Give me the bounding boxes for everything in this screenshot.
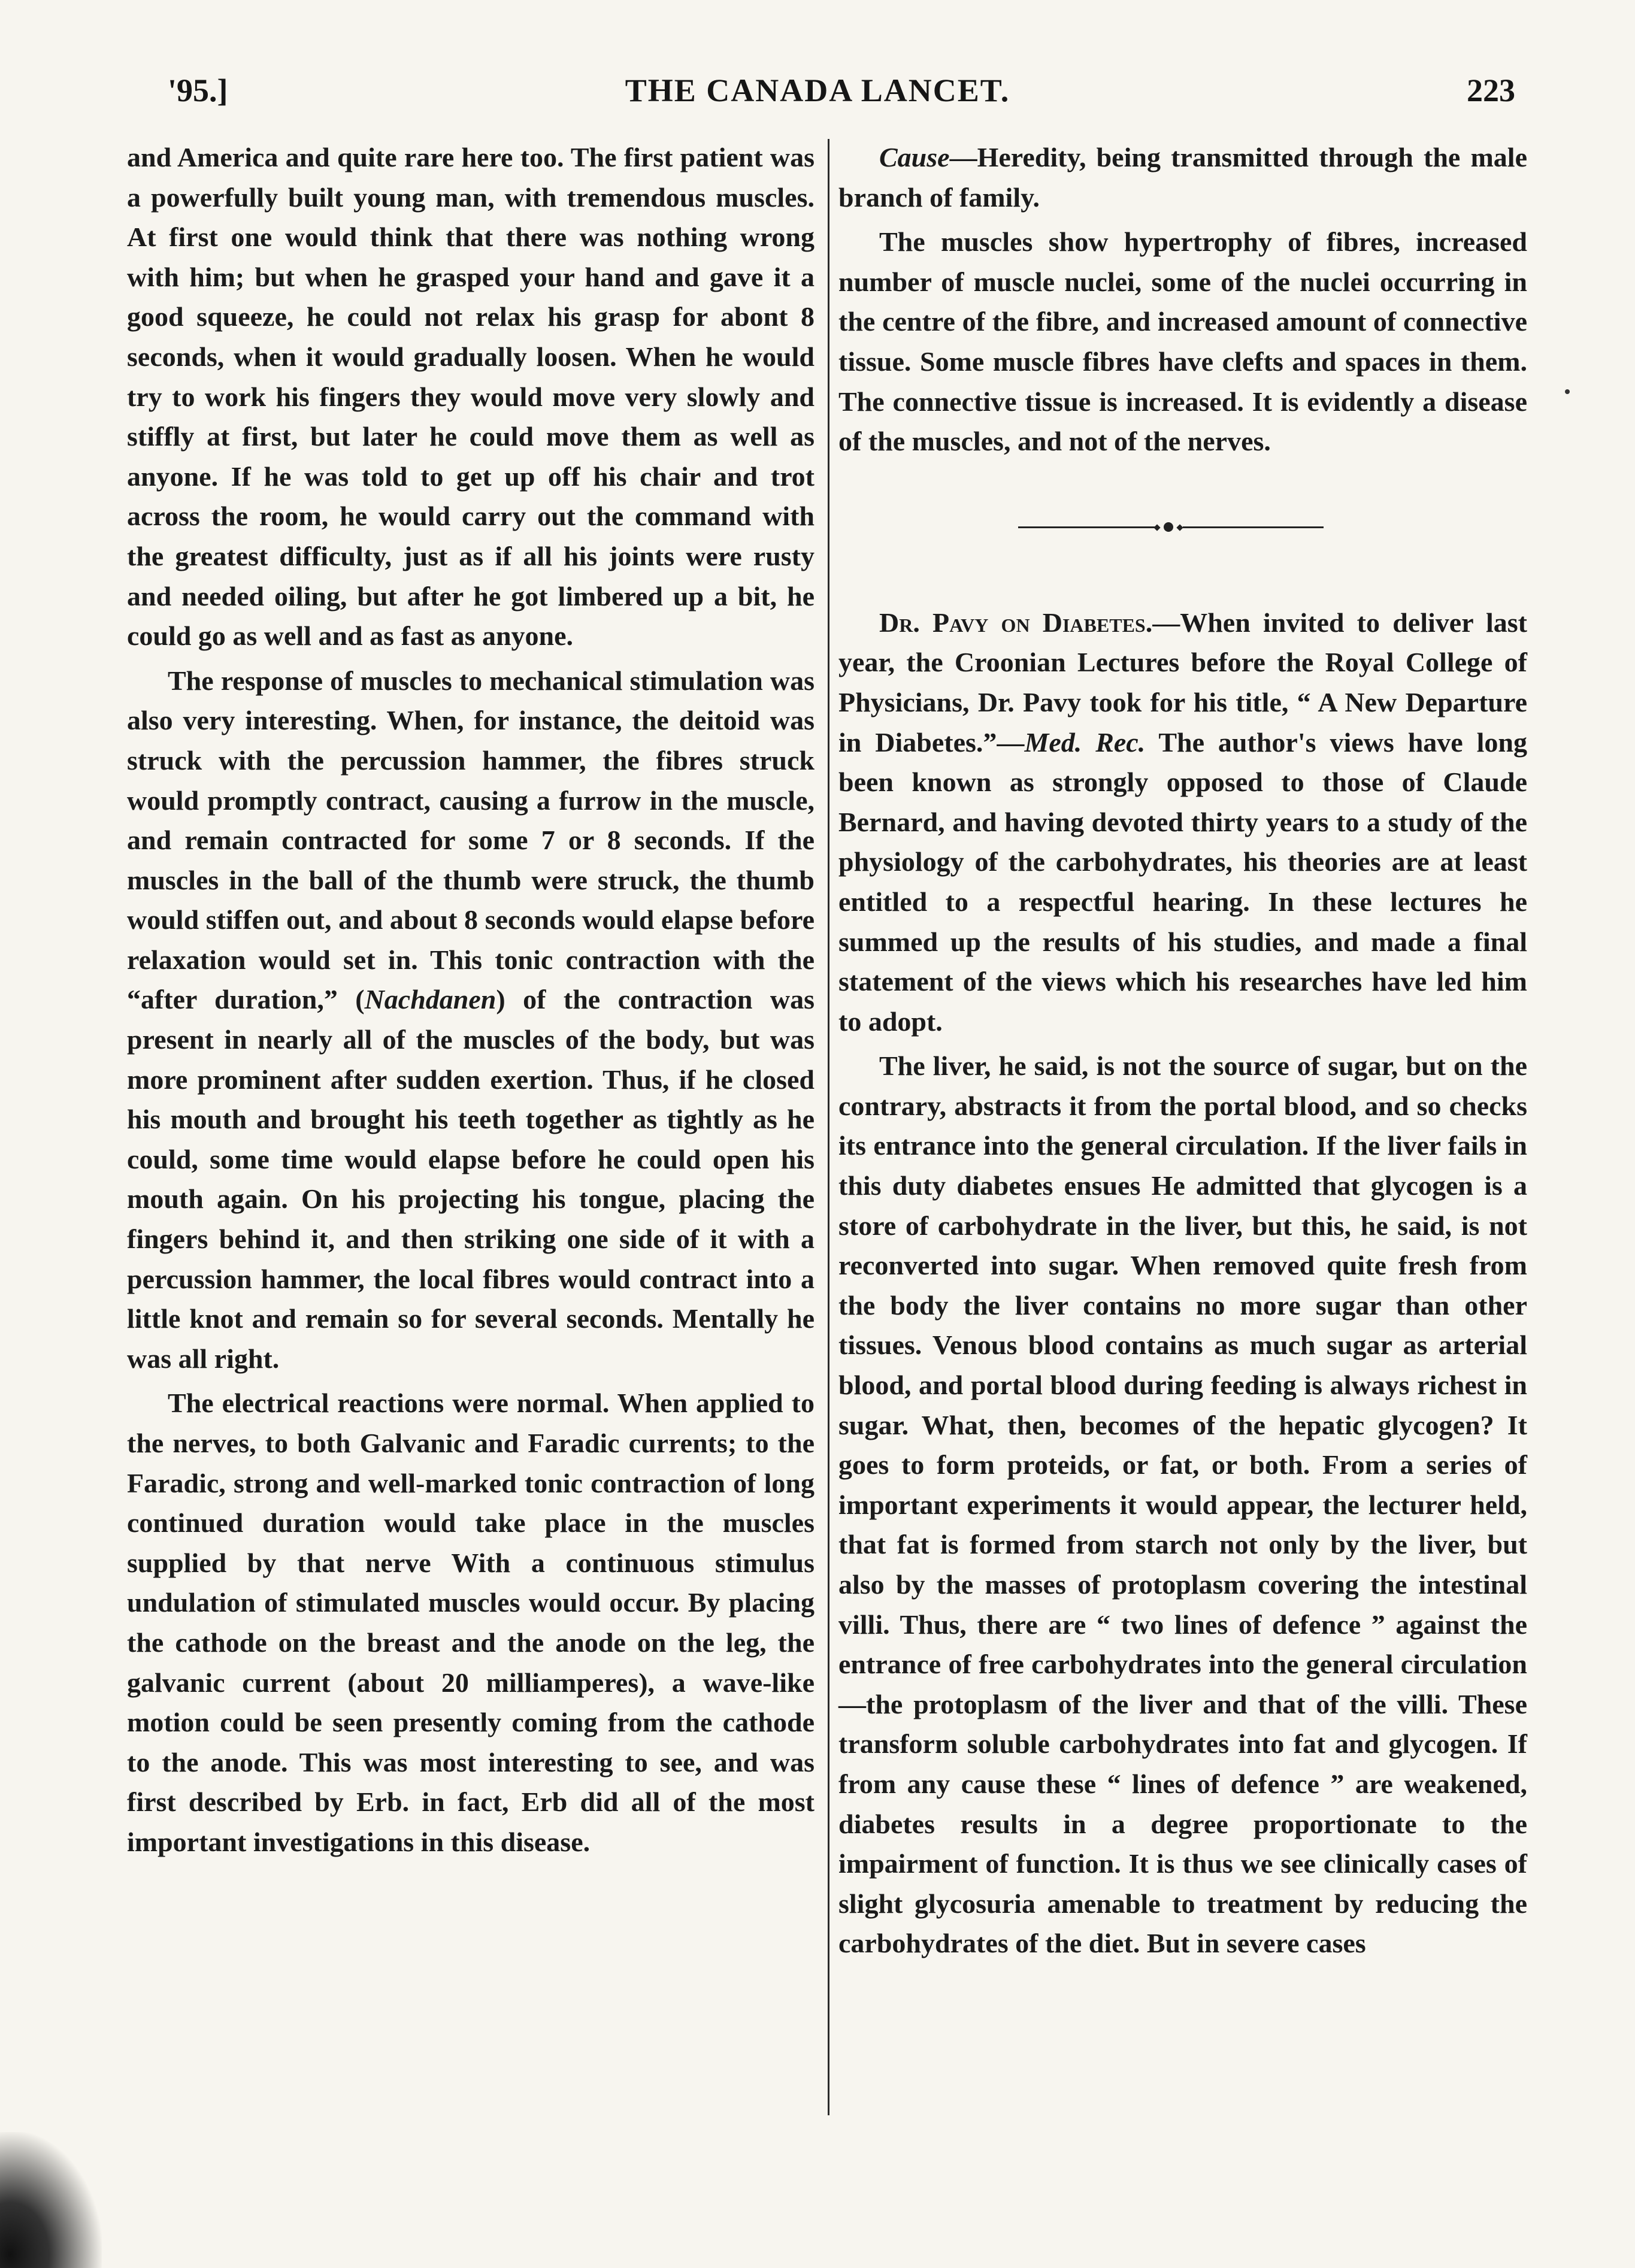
text-run: —When invited to deliver last year, the Croonian Lectures before the Royal College of Physicians, Dr. Pavy took for his title, “ A New Departure in Diabetes.”— — [838, 607, 1527, 758]
italic-term: Nachdanen — [364, 984, 496, 1015]
ornament-spacer — [838, 467, 1527, 603]
text-run: ) of the contraction was present in nearly all of the muscles of the body, but was more prominent after sudden exertion. Thus, if he closed his mouth and brought his teeth together as tightly as he could, some time would elapse before he could open his mouth again. On his projecting his tongue, placing the fingers behind it, and then striking one side of it with a percussion hammer, the local fibres would contract into a little knot and remain so for several seconds. Mentally he was all right. — [127, 984, 815, 1374]
left-column — [127, 138, 815, 1867]
ornament-dot — [1164, 522, 1173, 532]
text-run: The response of muscles to mechanical stimulation was also very interesting. When, for instance, the deitoid was struck with the percussion hammer, the fibres struck would promptly contract, causing a furrow in the muscle, and remain contracted for some 7 or 8 seconds. If the muscles in the ball of the thumb were struck, the thumb would stiffen out, and about 8 seconds would elapse before relaxation would set in. This tonic contraction with the “after duration,” ( — [127, 665, 815, 1015]
text-run: The author's views have long been known as strongly opposed to those of Claude Bernard, and having devoted thirty years to a study of the physiology of the carbohydrates, his theories are at least entitled to a respectful hearing. In these lectures he summed up the results of his studies, and made a final statement of the views which his researches have led him to adopt. — [838, 726, 1527, 1037]
paragraph: and America and quite rare here too. The first patient was a powerfully built young man, with tremendous muscles. At first one would think that there was nothing wrong with him; but when he grasped your hand and gave it a good squeeze, he could not relax his grasp for abont 8 seconds, when it would gradually loosen. When he would try to work his fingers they would move very slowly and stiffly at first, but later he could move them as well as anyone. If he was told to get up off his chair and trot across the room, he would carry out the command with the greatest difficulty, just as if all his joints were rusty and needed oiling, but after he got limbered up a bit, he could go as well and as fast as anyone. — [127, 142, 815, 652]
ornament-diamond — [1153, 524, 1160, 531]
ornament-line — [1018, 526, 1159, 528]
text-run: —Heredity, being transmitted through the male branch of family. — [838, 142, 1527, 213]
paragraph — [838, 138, 1527, 217]
paragraph: The muscles show hypertrophy of fibres, increased number of muscle nuclei, some of the nuclei occurring in the centre of the fibre, and increased amount of connective tissue. Some muscle fibres have clefts and spaces in them. The connective tissue is increased. It is evidently a disease of the muscles, and not of the nerves. — [838, 226, 1527, 457]
citation: Med. Rec. — [1024, 726, 1146, 758]
volume-year: '95.] — [168, 72, 228, 108]
right-column — [838, 138, 1527, 1969]
ornament-line — [1183, 526, 1324, 528]
journal-title: THE CANADA LANCET. — [625, 72, 1010, 108]
paragraph — [838, 603, 1527, 1042]
section-ornament — [1018, 521, 1324, 533]
article-heading: Dr. Pavy on Diabetes. — [879, 607, 1153, 638]
ornament-diamond — [1176, 524, 1183, 531]
ink-speck — [1565, 389, 1570, 394]
paragraph: The liver, he said, is not the source of sugar, but on the contrary, abstracts it from the portal blood, and so checks its entrance into the general circulation. If the liver fails in this duty diabetes ensues He admitted that glycogen is a store of carbohydrate in the liver, but this, he said, is not reconverted into sugar. When removed quite fresh from the body the liver contains no more sugar than other tissues. Venous blood contains as much sugar as arterial blood, and portal blood during feeding is always richest in sugar. What, then, becomes of the hepatic glycogen? It goes to form proteids, or fat, or both. From a series of important experiments it would appear, the lecturer held, that fat is formed from starch not only by the liver, but also by the masses of protoplasm covering the intestinal villi. Thus, there are “ two lines of defence ” against the entrance of free carbohydrates into the general circulation —the protoplasm of the liver and that of the villi. These transform soluble carbohydrates into fat and glycogen. If from any cause these “ lines of defence ” are weakened, diabetes results in a degree proportionate to the impairment of function. It is thus we see clinically cases of slight glycosuria amenable to treatment by reducing the carbohydrates of the diet. But in severe cases — [838, 1050, 1527, 1959]
cause-label: Cause — [879, 142, 950, 172]
scan-smudge — [0, 2132, 102, 2268]
column-divider — [828, 139, 829, 2115]
running-header — [120, 72, 1515, 114]
paragraph — [127, 661, 815, 1379]
paragraph: The electrical reactions were normal. When applied to the nerves, to both Galvanic and Faradic currents; to the Faradic, strong and well-marked tonic contraction of long continued duration would take place in the muscles supplied by that nerve With a continuous stimulus undulation of stimulated muscles would occur. By placing the cathode on the breast and the anode on the leg, the galvanic current (about 20 milliamperes), a wave-like motion could be seen presently coming from the cathode to the anode. This was most interesting to see, and was first described by Erb. in fact, Erb did all of the most important investigations in this disease. — [127, 1388, 815, 1857]
page-number: 223 — [1467, 72, 1515, 108]
